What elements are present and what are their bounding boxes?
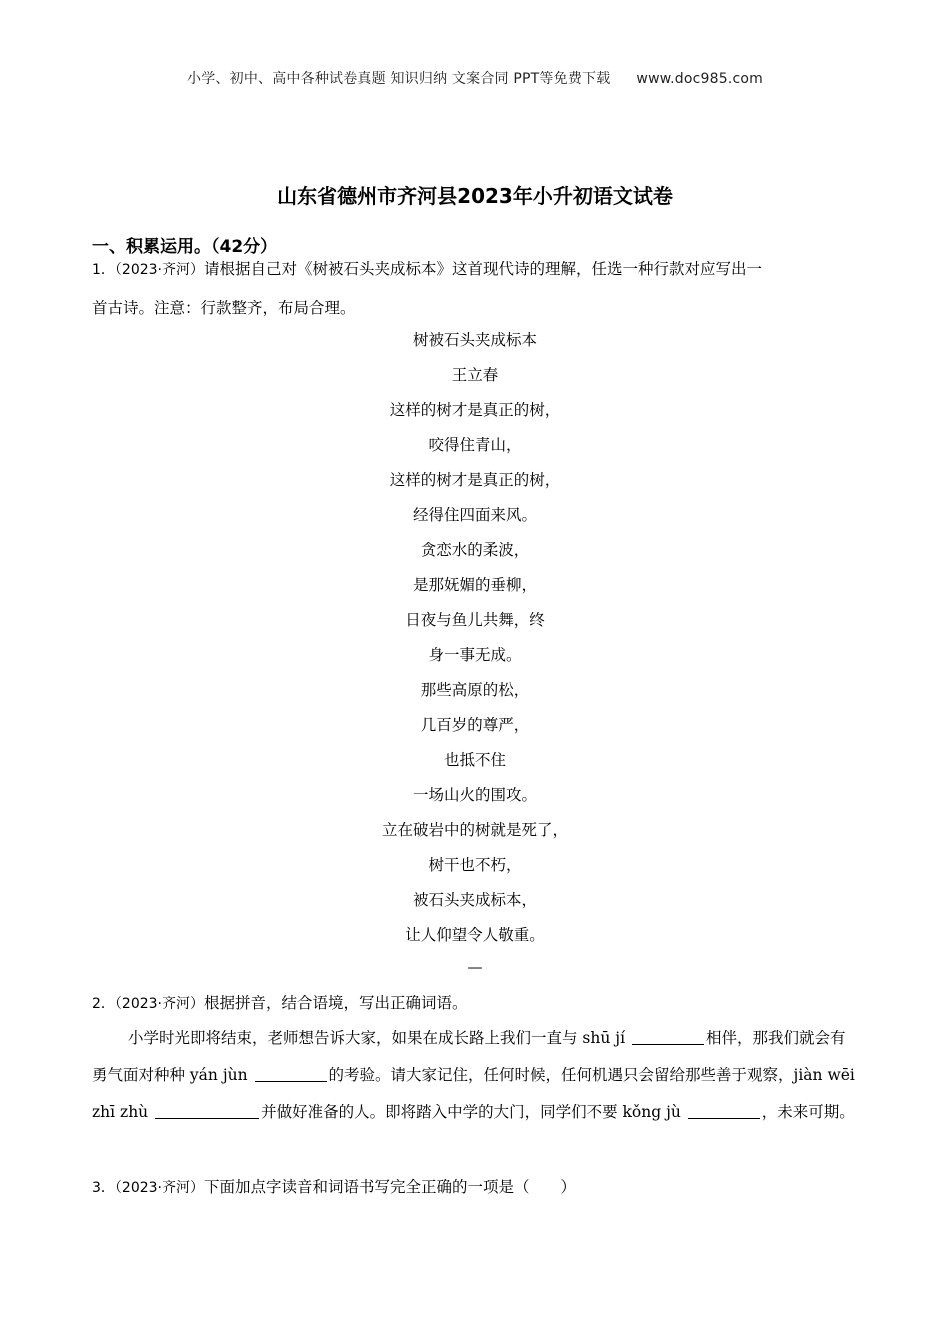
question-3-prompt: 下面加点字读音和词语书写完全正确的一项是（ ）	[204, 1178, 577, 1196]
header-text: 小学、初中、高中各种试卷真题 知识归纳 文案合同 PPT等免费下载	[187, 71, 611, 87]
paragraph-text: 小学时光即将结束，老师想告诉大家，如果在成长路上我们一直与 shū jí	[128, 1029, 630, 1047]
question-1-line2: 首古诗。注意：行款整齐，布局合理。	[92, 299, 356, 317]
poem-line: 也抵不住	[443, 751, 506, 769]
question-number: 1．	[92, 262, 115, 278]
poem-line: 这样的树才是真正的树，	[389, 401, 561, 419]
poem	[0, 323, 950, 953]
paragraph-text: 相伴，那我们就会有勇气面对种种 yán jùn	[92, 1029, 846, 1084]
poem-end-mark: —	[467, 958, 483, 976]
answer-blank[interactable]	[155, 1100, 259, 1119]
paragraph-text: 并做好准备的人。即将踏入中学的大门，同学们不要 kǒng jù	[261, 1103, 686, 1121]
poem-line: 树被石头夹成标本	[412, 331, 537, 349]
header-url[interactable]: www.doc985.com	[636, 71, 763, 87]
answer-blank[interactable]	[632, 1026, 704, 1045]
page-header	[0, 68, 950, 88]
answer-blank[interactable]	[255, 1063, 327, 1082]
poem-line: 这样的树才是真正的树，	[389, 471, 561, 489]
poem-line: 身一事无成。	[428, 646, 522, 664]
question-number: 2．	[92, 996, 115, 1012]
question-number: 3．	[92, 1180, 115, 1196]
question-3	[92, 1168, 860, 1207]
poem-line: 咬得住青山，	[428, 436, 522, 454]
poem-line: 那些高原的松，	[420, 681, 530, 699]
poem-line: 是那妩媚的垂柳，	[412, 576, 537, 594]
poem-line: 日夜与鱼儿共舞，终	[405, 611, 545, 629]
question-2-paragraph	[92, 1020, 860, 1131]
poem-line: 被石头夹成标本，	[412, 891, 537, 909]
question-source: （2023·齐河）	[114, 996, 205, 1012]
section-heading: 一、积累运用。（42分）	[92, 237, 278, 257]
paragraph-text: 的考验。请大家记住，任何时候，任何机遇只会留给那些善于观察，jiàn wēi zhī zhù	[92, 1066, 855, 1121]
paragraph-text: ，未来可期。	[761, 1103, 855, 1121]
poem-line: 树干也不朽，	[428, 856, 522, 874]
question-1-line1: 请根据自己对《树被石头夹成标本》这首现代诗的理解，任选一种行款对应写出一	[204, 260, 763, 278]
poem-line: 王立春	[451, 366, 499, 384]
question-source: （2023·齐河）	[114, 1180, 205, 1196]
answer-blank[interactable]	[688, 1100, 760, 1119]
poem-line: 一场山火的围攻。	[412, 786, 537, 804]
poem-line: 让人仰望令人敬重。	[405, 926, 545, 944]
poem-line: 经得住四面来风。	[412, 506, 537, 524]
poem-line: 贪恋水的柔波，	[420, 541, 530, 559]
question-2-prompt: 根据拼音，结合语境，写出正确词语。	[204, 994, 468, 1012]
question-2-heading	[92, 984, 860, 1023]
question-1	[92, 250, 860, 327]
poem-line: 几百岁的尊严，	[420, 716, 530, 734]
page-title: 山东省德州市齐河县2023年小升初语文试卷	[277, 184, 673, 208]
question-source: （2023·齐河）	[114, 262, 205, 278]
poem-line: 立在破岩中的树就是死了，	[381, 821, 568, 839]
